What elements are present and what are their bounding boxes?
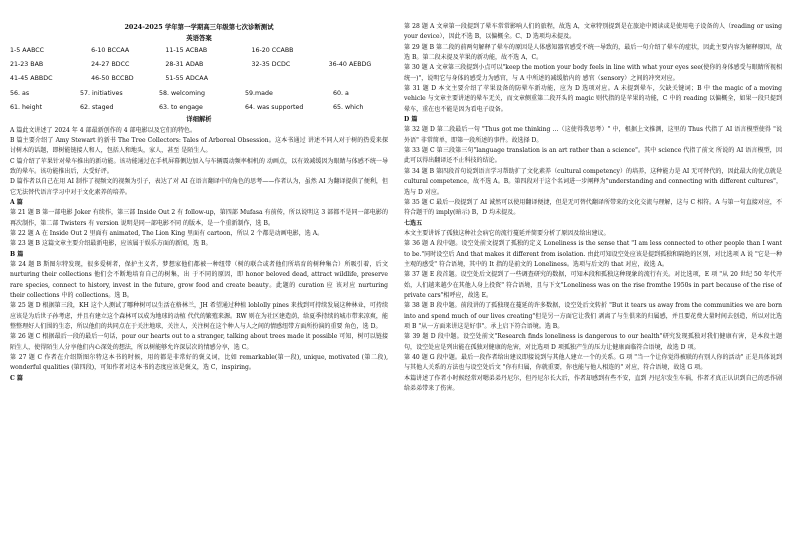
answer-cell: 64. was supported (245, 103, 304, 111)
answer-cell: 58. welcoming (159, 89, 205, 97)
answer-cell: 11-15 ACBAB (165, 47, 208, 54)
answer-cell (329, 44, 388, 58)
answer-cell: 61. height (10, 103, 43, 111)
answer-grid (10, 44, 388, 115)
paragraph: 第 25 题 D 根据第三段，KH 这个人测试了哪种树可以生活在格林兰，JH 希望通过种植 loblolly pines 来找到可持续发展这种林业，可持续应该是为后世子孙考虑，并且有建立这个森林可以成为地球的动植 代代的繁殖来源。RW 则在为社区建造荫，给夏季持续的城市带来凉爽，能整整理好人们围的生态，所以他们的共同点在于关注地球，关注人，关注树在这个种人与人之间的情感纽带方面所扮演的重要 角色，选 D。 (10, 302, 388, 331)
answer-cell: 28-31 ADAB (165, 61, 204, 69)
left-body (10, 126, 388, 385)
paragraph: 第 29 题 B 第二段的前两句解释了晕车的原因是人体感知器官感受不统一导致的，最后一句介绍了晕车的症状，因此主要内容为解释原因，故选 B。第二段未提及苹果的新功能，故不选 A，C。 (404, 43, 782, 62)
answer-cell (329, 72, 388, 86)
answer-row (10, 72, 388, 86)
detail-heading: 详细解析 (186, 116, 212, 124)
paragraph: 第 32 题 D 第二段最后一句 "Thus got me thinking …（这使得我思考）" 中，根据上文推测，这里的 Thus 代指了 AI 语言模型使得 "说外语" 非常简单，即第一段所述的事件。故选择 D。 (404, 126, 782, 144)
paragraph: 第 35 题 C 最后一段提到了 AI 诚然可以使用翻译便捷，但是无可替代翻译所带来的文化交流与理解，这与 C 相符。A 与第一句直接对应，不符合题干的 imply(暗示) B，D 均未提及。 (404, 198, 782, 217)
answer-cell (251, 72, 328, 86)
paragraph: 第 22 题 A 在 Inside Out 2 里面有 animated, The Lion King 里面有 cartoon，所以 2 个都是动画电影，选 A。 (10, 229, 324, 237)
paragraph: A 篇此文讲述了 2024 年 4 部最新创作的 4 部电影以及它们的特色。 (10, 126, 197, 134)
answer-cell: 65. which (333, 103, 364, 111)
paragraph: 七选五 (404, 219, 423, 227)
paragraph: 本篇讲述了作者小时候经常对嗯弟弟丹尼尔，但丹尼尔长大后，作者却感到有些不安，直到 丹尼尔发生车祸，作者才真正认识到自己的恶作剧给弟弟带来了伤害。 (404, 374, 782, 393)
paragraph: D 篇 (404, 116, 418, 124)
paragraph: 第 33 题 C 第三段第三句"language translation is an art rather than a science"。其中 science 代指了前文 所说的 AI 语言模型，因此可以得出翻译还不止科技的结论。 (404, 147, 782, 165)
answer-cell: 62. staged (80, 103, 114, 111)
paragraph: 第 24 题 B 斯图尔特发现，很多爱树者，保护主义者，梦想家他们都被一种纽带（树的联合或者他们所培育的树种集合）所吸引着，后文 nurturing their collections 他们会不断地培育自己的树集，出 于不同的原因，即 honor beloved dead, attract wildlife, preserve rare species, connect to history, invest in the future, grow food and create beauty。此题的 curation 应 该对应 nurturing their collections 中的 collections。选 B。 (10, 260, 388, 300)
answer-row (10, 58, 388, 72)
answer-cell: 46-50 BCCBD (91, 75, 134, 83)
answer-cell: 60. a (333, 89, 349, 97)
paragraph: 第 37 题 E 段首题。设空处后文提到了一些调查研究的数据，可知本段和孤独这种现象的流行有关。对比选项，E 项 "从 20 世纪 50 年代开始，人们越来越少在其他人身上投资" 符合语境，且与下文"Loneliness was on the rise fromthe 1950s in part because of the rise of private cars"相呼应，故选 E。 (404, 271, 782, 299)
paragraph: D 篇作者以自己在用 AI 制作了视频文的视频为引子，表达了对 AI 在语言翻译中的角色的思考——作者认为，虽然 AI 为翻译提供了便利，但它无法替代语言学习中对于文化素养的培养。 (10, 178, 388, 196)
paragraph: 第 23 题 B 这篇文章主要介绍最新电影，应该属于娱乐方面的新闻，选 B。 (10, 240, 212, 248)
paragraph: 第 30 题 A 文章第三段提到小点可以"keep the motion your body feels in line with what your eyes see(使你的身体感受与眼睛所视相统一)"，说明它与身体的感受力为感官，与 A 中所述的减缓胎内的 感官（sensory）之间的冲突对应。 (404, 64, 782, 82)
answer-cell: 63. to engage (159, 103, 203, 111)
paragraph: 第 26 题 C 根据最后一段的最后一句话，pour our hearts out to a stranger, talking about trees made it possible 可知，树可以链接陌生人，使得陌生人分享他们内心深处的想法，所以树能够允许深层次的情感分享，选 C。 (10, 333, 388, 351)
paragraph: C 篇介绍了苹果针对晕车推出的新功能。该功能通过在手机屏幕侧边加入与车辆震动频率相机的 动画点，以有效减缓因为眼睛与体感不统一导致的晕车。该功能推出后，大受好评。 (10, 157, 388, 175)
answer-cell: 24-27 BDCC (91, 61, 130, 69)
paragraph: B 篇主要介绍了 Amy Stewart 的新书 The Tree Collectors: Tales of Arboreal Obsession。这本书通过 讲述不同人对于树的热爱来探讨树木的话题，即树能链接人和人，包括人和地头，家人，甚至 是陌生人。 (10, 136, 388, 155)
answer-cell: 59.made (245, 89, 273, 97)
answer-row (10, 44, 388, 58)
answer-cell: 36-40 AEBDG (328, 61, 372, 69)
paragraph: 第 40 题 G 段中题。最后一段作者给出建议即接说到与其他人建立一个的关系。G 项 "当一个让你觉得被联的有别人你的活动" 正是具体说到与其他人关系的方法也与设空处后文 "你有归属，你就重要，你也能与他人相连的" 对应，符合语境，故选 G 项。 (404, 354, 782, 372)
right-column (404, 22, 782, 556)
answer-cell: 16-20 CCABB (251, 47, 294, 54)
paragraph: B 篇 (10, 250, 24, 258)
page-title: 2024-2025 学年第一学期高三年级第七次诊断测试 (124, 23, 274, 31)
fill-answer-row (10, 101, 388, 115)
paragraph: 第 21 题 B 第一部电影 Joker 有续作，第三部 Inside Out 2 有 follow-up，第四部 Mufasa 有前传，所以说明这 3 部都不是同一部电影的再次制作，第二部 Twisters 有 version 说明是同一部电影不同 的版本，是一个重新制作，选 B。 (10, 209, 388, 227)
paragraph: C 篇 (10, 374, 23, 382)
answer-cell: 6-10 BCCAA (91, 47, 130, 54)
paragraph: 本文主要讲诉了孤独这种社会病它的流行蔓延并简要分析了原因及给出建议。 (404, 229, 610, 237)
page-subtitle: 英语答案 (186, 34, 212, 42)
paragraph: 第 36 题 A 段中题。设空处前文提到了孤独的定义 Loneliness is the sense that "I am less connected to other people than I want to be."同时设空后 And that makes it different from isolation. 由此可知设空处应该是提到孤独和隔绝的区别，对比选项 A 说 "它是一种主观的感受" 符合语境，其中的 It 指的是前文的 Loneliness。选项与后文的 that 对应，故选 A。 (404, 240, 782, 268)
paragraph: 第 28 题 A 文章第一段提到了晕车常常影响人们的旅程，故选 A，文章特别提到是在旅途中阅读或是使用电子设备的人（reading or using your device），因此不选 B，以偏概全。C、D 选项均未提及。 (404, 23, 782, 41)
answer-cell: 56. as (10, 89, 30, 97)
left-column (10, 22, 388, 556)
paragraph: A 篇 (10, 198, 23, 206)
paragraph: 第 31 题 D 本文主要介绍了苹果设备的防晕车新功能，应为 D 选项对应。A 未提到晕车，欠缺关键词；B 中 the magic of a moving vehicle 与文章主要讲述的晕车无关，而文章侧重第二段开头的 magic 则代指的是苹果的功能，C 中的 reading 以偏概全，如果一段只提到晕车，重在也不能是因为看电子设备。 (404, 85, 782, 113)
answer-cell: 21-23 BAB (10, 61, 44, 69)
answer-cell: 32-35 DCDC (251, 61, 291, 69)
right-body (404, 22, 782, 394)
fill-answer-row (10, 87, 388, 101)
paragraph: 第 38 题 B 段中题。前段讲的了孤独现在蔓延的许多数据，设空处后文转折 "But it tears us away from the communities we are born into and spend much of our lives creating"但是另一方面它让我们 剥离了与生俱来的归属感，并且要花费大量时间去创造，所以对比选项 B "从一方面来讲这是好事"。承上启下符合语境。选 B。 (404, 302, 782, 330)
paragraph: 第 27 题 C 作者在介绍斯图尔特这本书的时候，用的都是非常好的褒义词，比如 remarkable(第一段), unique, motivated (第二段), wonderful qualities (第四段)，可知作者对这本书的态度应该是褒义，选 C，inspiring。 (10, 354, 388, 372)
answer-cell: 51-55 ADCAA (165, 75, 209, 83)
paragraph: 第 34 题 B 第四段首句说到语言学习帮助扩了文化素养（cultural competency）的培养，这种能力是 AI 无可替代的，因此最大的优点就是 cultural competence，故不选 A。B。第四段对于这个名词进一步阐释为"understanding and connecting with different cultures"，选与 D 对应。 (404, 167, 782, 196)
answer-cell: 57. initiatives (80, 89, 123, 97)
answer-cell: 1-5 AABCC (10, 47, 45, 54)
paragraph: 第 39 题 D 段中题。设空处前文"Research finds loneliness is dangerous to our health"研究发现孤独对我们健康有害，是本段主题句，设空处应是列出能在孤独对健康的危害，对比选项 D 项孤独产生的压力让健康面临符合语境，故选 D 项。 (404, 333, 782, 351)
answer-cell: 41-45 ABBDC (10, 75, 53, 83)
